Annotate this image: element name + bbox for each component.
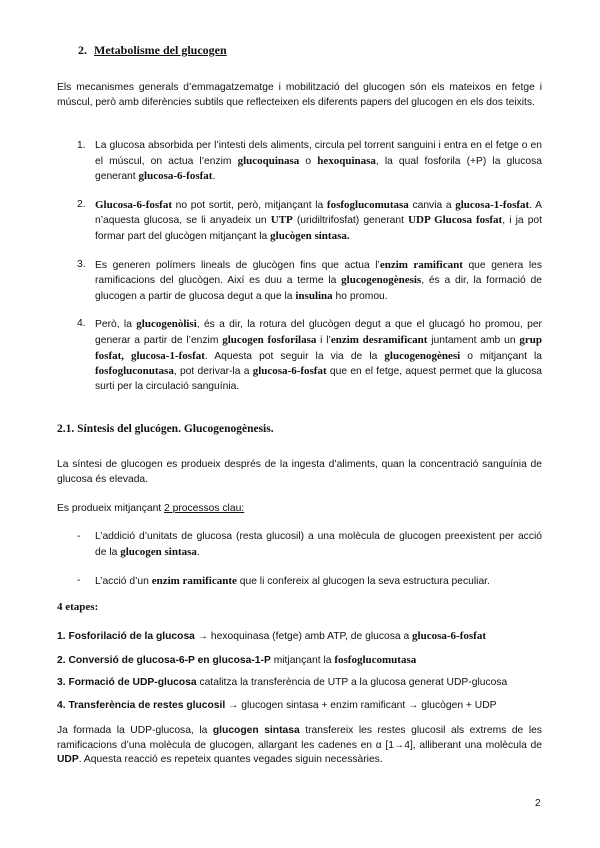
text-run: que en el fetge, aquest permet que la glucosa surti per la circulació sanguínia. [95, 366, 542, 392]
bold-term: UDP Glucosa fosfat [408, 214, 503, 227]
page-number: 2 [535, 798, 541, 809]
list-number: 3. [77, 258, 86, 270]
dash-bullet: - [77, 531, 81, 542]
processes-link: 2 processos clau: [164, 503, 245, 514]
step-4 [57, 699, 547, 714]
section-number: 2. [78, 43, 87, 57]
dash-item-2 [77, 574, 542, 590]
list-item-body [95, 139, 542, 185]
text-run: i l’ [316, 334, 331, 346]
bold-term: 3. Formació de UDP-glucosa [57, 677, 197, 689]
text-run: . A n’aquesta glucosa, se li anyadeix un [95, 199, 542, 227]
bold-term: UDP [57, 754, 79, 766]
text-run: Es generen polímers lineals de glucògen fins que actua l’ [95, 259, 380, 271]
section-title-text: Metabolisme del glucogen [94, 43, 227, 57]
list-item-4 [77, 317, 542, 394]
bold-term: glucogen sintasa [120, 545, 197, 558]
text-run: , la qual fosforila (+P) la glucosa generant [95, 155, 543, 183]
text-run: Ja formada la UDP-glucosa, la [57, 725, 213, 736]
bold-term: fosfoglucomutasa [326, 198, 409, 211]
list-item-body [95, 198, 542, 245]
dash-item-1 [77, 530, 542, 560]
step-1 [57, 629, 547, 645]
bold-term: glucogenòlisi [136, 318, 197, 331]
bold-term: glucogen sintasa [212, 725, 300, 736]
bold-term: fosfogluconutasa [95, 365, 174, 378]
bold-term: glucosa-1-fosfat [455, 198, 530, 211]
dash-list [77, 530, 542, 590]
dash-item-body [95, 574, 542, 590]
bold-term: UTP [270, 214, 293, 227]
text-run: . [212, 171, 216, 183]
list-number: 4. [77, 318, 86, 330]
numbered-list [77, 139, 542, 394]
bold-term: glucogenogènesi [384, 349, 461, 362]
text-run: La glucosa absorbida per l’intesti dels aliments, circula pel torrent sanguini i entra en el fetge o en el múscul, on actua l’enzim [95, 140, 542, 167]
text-run: , i ja pot formar part del glucògen mitjançant la [95, 215, 543, 242]
text-run: L’addició d’unitats de glucosa (resta glucosil) a una molècula de glucogen preexistent per acció de la [95, 531, 542, 558]
list-item-body [95, 317, 542, 394]
text-run: o mitjançant la [460, 350, 543, 362]
text-run: → hexoquinasa (fetge) amb ATP, de glucosa a [194, 631, 413, 642]
text-run: → glucogen sintasa + enzim ramificant → glucògen + UDP [225, 699, 497, 711]
steps-list [57, 629, 547, 713]
synthesis-intro: La síntesi de glucogen es produeix després de la ingesta d’aliments, quan la concentració sanguínia de glucosa és elevada. [57, 459, 542, 485]
text-run: que li confereix al glucogen la seva estructura peculiar. [236, 576, 490, 588]
list-item-3 [77, 258, 542, 305]
list-number: 1. [77, 140, 86, 151]
text-run: canvia a [408, 199, 456, 211]
text-run: no pot sortit, però, mitjançant la [172, 199, 327, 211]
bold-term: enzim desramificant [330, 333, 428, 346]
final-paragraph [57, 724, 542, 768]
text-run: mitjançant la [270, 654, 335, 666]
text-run: L’acció d’un [95, 576, 152, 588]
text-run: Però, la [95, 319, 137, 331]
bold-term: fosfoglucomutasa [334, 653, 417, 666]
bold-term: grup fosfat, glucosa-1-fosfat [95, 333, 542, 362]
text-run: , pot derivar-la a [173, 366, 253, 378]
bold-term: glucògen sintasa. [270, 229, 350, 242]
step-2 [57, 653, 547, 669]
bold-term: Glucosa-6-fosfat [95, 198, 172, 211]
dash-bullet: - [77, 575, 81, 587]
text-run: . Aquesta reacció es repeteix quantes vegades siguin necessàries. [78, 754, 383, 766]
text-run: (uridiltrifosfat) generant [292, 215, 409, 227]
list-item-1 [77, 139, 542, 185]
subsection-title: 2.1. Síntesis del glucógen. Glucogenogènesis. [57, 423, 274, 435]
bold-term: glucosa-6-fosfat [252, 365, 327, 378]
section-title [78, 43, 227, 58]
processes-prefix: Es produeix mitjançant [57, 503, 165, 514]
bold-term: glucoquinasa [237, 154, 300, 167]
list-number: 2. [77, 198, 86, 210]
processes-line [57, 502, 244, 517]
text-run: transfereix les restes glucosil als extrems de les ramificacions d’una molècula de glucogen, allargant les cadenes en α [1→4], alliberant una molècula de [57, 725, 542, 751]
text-run: o [299, 155, 318, 167]
bold-term: 2. Conversió de glucosa-6-P en glucosa-1-P [57, 654, 271, 666]
list-item-body [95, 258, 542, 305]
bold-term: 1. Fosforilació de la glucosa [57, 631, 195, 642]
text-run: . Aquesta pot seguir la via de la [204, 350, 385, 362]
bold-term: glucogenogènesis [341, 274, 422, 287]
bold-term: glucogen fosforilasa [222, 333, 317, 346]
text-run: ho promou. [332, 290, 388, 302]
dash-item-body [95, 530, 542, 560]
bold-term: hexoquinasa [317, 154, 376, 167]
bold-term: enzim ramificant [379, 258, 463, 271]
bold-term: glucosa-6-fosfat [412, 630, 486, 642]
list-item-2 [77, 198, 542, 245]
bold-term: 4. Transferència de restes glucosil [57, 699, 226, 711]
etapes-label: 4 etapes: [57, 601, 99, 613]
text-run: , és a dir, la rotura del glucògen degut a que el glucagó ho promou, per generar a partir de l’enzim [95, 319, 542, 346]
bold-term: glucosa-6-fosfat [138, 170, 213, 183]
intro-paragraph: Els mecanismes generals d’emmagatzematge i mobilització del glucogen són els mateixos en fetge i múscul, però amb diferències subtils que reflecteixen els diferents papers del glucogen en els dos teixits. [57, 82, 542, 108]
bold-term: enzim ramificante [151, 575, 237, 588]
text-run: , és a dir, la formació de glucogen a partir de glucosa degut a que la [95, 275, 542, 302]
text-run: que genera les ramificacions del glucògen. Així es duu a terme la [95, 259, 542, 287]
text-run: juntament amb un [427, 334, 520, 346]
bold-term: insulina [295, 289, 333, 302]
text-run: catalitza la transferència de UTP a la glucosa generat UDP-glucosa [196, 677, 508, 689]
text-run: . [196, 546, 200, 558]
step-3 [57, 676, 547, 691]
